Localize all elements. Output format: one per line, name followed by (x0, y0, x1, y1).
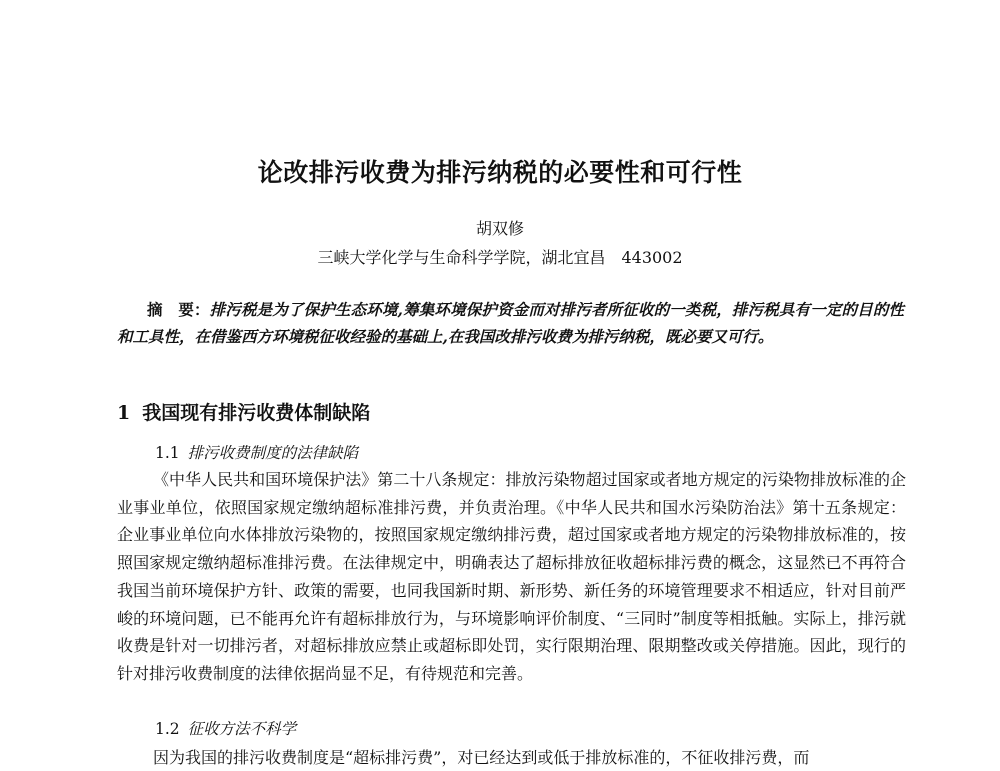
section-number: 1 (117, 402, 131, 424)
subsection-number: 1.2 (155, 720, 180, 738)
section-heading (117, 398, 370, 425)
subsection-title: 征收方法不科学 (187, 720, 297, 738)
subsection-title: 排污收费制度的法律缺陷 (187, 444, 359, 462)
author-affiliation: 三峡大学化学与生命科学学院，湖北宜昌 443002 (317, 248, 683, 267)
paper-title: 论改排污收费为排污纳税的必要性和可行性 (257, 158, 743, 187)
subsection-heading-1-2 (155, 717, 296, 739)
abstract-text: 排污税是为了保护生态环境,筹集环境保护资金而对排污者所征收的一类税，排污税具有一定的目的性和工具性，在借鉴西方环境税征收经验的基础上,在我国改排污收费为排污纳税，既必要又可行。 (117, 300, 904, 346)
subsection-number: 1.1 (155, 444, 180, 462)
subsection-heading-1-1 (155, 441, 358, 463)
body-paragraph-partial: 因为我国的排污收费制度是“超标排污费”，对已经达到或低于排放标准的，不征收排污费，而 (153, 748, 810, 767)
abstract (117, 296, 904, 350)
body-paragraph: 《中华人民共和国环境保护法》第二十八条规定：排放污染物超过国家或者地方规定的污染物排放标准的企业事业单位，依照国家规定缴纳超标准排污费，并负责治理。《中华人民共和国水污染防治法》第十五条规定：企业事业单位向水体排放污染物的，按照国家规定缴纳排污费，超过国家或者地方规定的污染物排放标准的，按照国家规定缴纳超标准排污费。在法律规定中，明确表达了超标排放征收超标排污费的概念，这显然已不再符合我国当前环境保护方针、政策的需要，也同我国新时期、新形势、新任务的环境管理要求不相适应，针对目前严峻的环境问题，已不能再允许有超标排放行为，与环境影响评价制度、“三同时”制度等相抵触。实际上，排污就收费是针对一切排污者，对超标排放应禁止或超标即处罚，实行限期治理、限期整改或关停措施。因此，现行的针对排污收费制度的法律依据尚显不足，有待规范和完善。 (117, 470, 906, 683)
author-name: 胡双修 (475, 219, 524, 238)
section-title: 我国现有排污收费体制缺陷 (142, 402, 371, 424)
abstract-label: 摘 要： (147, 300, 210, 319)
